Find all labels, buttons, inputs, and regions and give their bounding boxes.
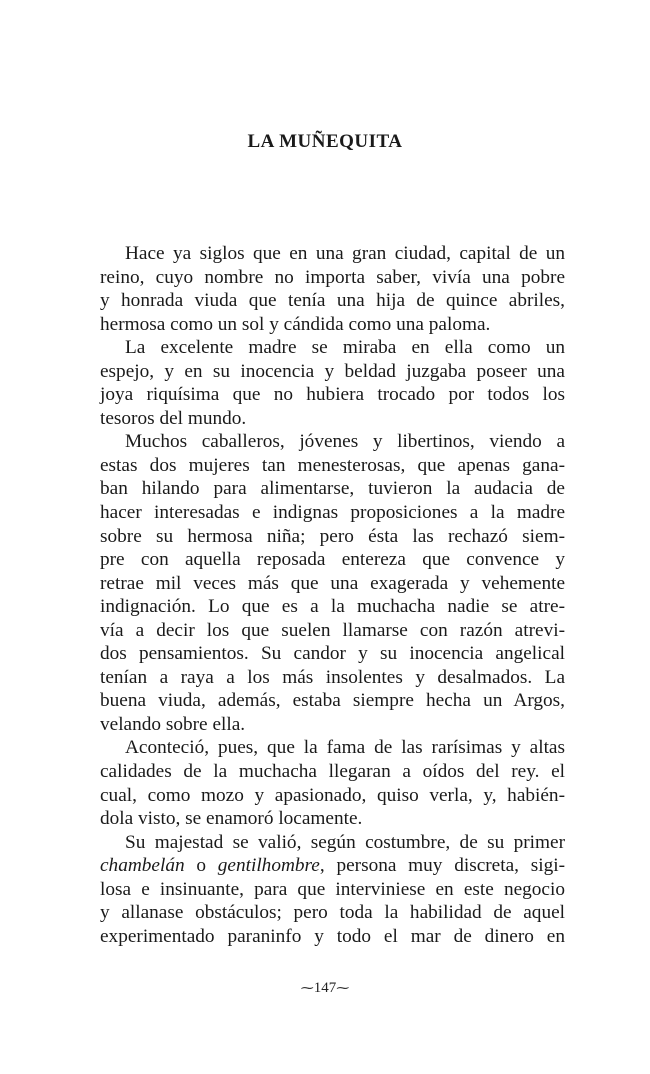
text-line: losa e insinuante, para que interviniese en este negocio	[100, 878, 565, 900]
body-text	[100, 242, 565, 948]
text-line: retrae mil veces más que una exagerada y vehemente	[100, 572, 565, 594]
text-line: buena viuda, además, estaba siempre hecha un Argos,	[100, 690, 565, 712]
italic-term: gentilhombre	[217, 855, 320, 877]
text-line: Aconteció, pues, que la fama de las rarísimas y altas	[125, 737, 565, 759]
text-line: hacer interesadas e indignas proposiciones a la madre	[100, 502, 565, 524]
text-line: reino, cuyo nombre no importa saber, vivía una pobre	[100, 266, 565, 288]
ornament-left-icon: ⁓	[300, 980, 314, 995]
text-line	[100, 854, 565, 878]
text-line: hermosa como un sol y cándida como una paloma.	[100, 313, 491, 335]
text-line: y allanase obstáculos; pero toda la habilidad de aquel	[100, 902, 565, 924]
text-line: estas dos mujeres tan menesterosas, que apenas gana-	[100, 454, 565, 476]
page-number	[0, 980, 650, 997]
text-line: velando sobre ella.	[100, 713, 246, 735]
italic-term: chambelán	[100, 855, 185, 877]
chapter-title: LA MUÑEQUITA	[247, 131, 403, 152]
text-line: La excelente madre se miraba en ella como un	[125, 337, 565, 359]
text-line: Hace ya siglos que en una gran ciudad, capital de un	[125, 243, 565, 264]
text-fragment: , persona muy discreta, sigi-	[319, 855, 565, 877]
text-line: experimentado paraninfo y todo el mar de dinero en	[100, 925, 565, 947]
text-line: tenían a raya a los más insolentes y desalmados. La	[100, 666, 565, 688]
text-line: pre con aquella reposada entereza que convence y	[100, 549, 565, 571]
text-line: y honrada viuda que tenía una hija de quince abriles,	[100, 290, 565, 312]
text-line: sobre su hermosa niña; pero ésta las rechazó siem-	[100, 525, 565, 547]
text-line: ban hilando para alimentarse, tuvieron la audacia de	[100, 478, 565, 500]
text-line: dola visto, se enamoró locamente.	[100, 808, 363, 830]
text-line: vía a decir los que suelen llamarse con razón atrevi-	[100, 619, 565, 641]
text-line: cual, como mozo y apasionado, quiso verla, y, habién-	[100, 784, 565, 806]
text-line: espejo, y en su inocencia y beldad juzgaba poseer una	[100, 360, 565, 382]
text-line: Muchos caballeros, jóvenes y libertinos, viendo a	[125, 431, 565, 453]
page-number-value: 147	[313, 980, 337, 996]
text-line: Su majestad se valió, según costumbre, de su primer	[125, 831, 565, 853]
text-line: dos pensamientos. Su candor y su inocencia angelical	[100, 643, 565, 665]
text-line: indignación. Lo que es a la muchacha nadie se atre-	[100, 596, 565, 618]
ornament-right-icon: ⁓	[336, 980, 350, 995]
text-line: calidades de la muchacha llegaran a oídos del rey. el	[100, 761, 565, 783]
text-fragment: o	[184, 855, 218, 877]
text-line: joya riquísima que no hubiera trocado por todos los	[100, 384, 565, 406]
text-line: tesoros del mundo.	[100, 407, 247, 429]
